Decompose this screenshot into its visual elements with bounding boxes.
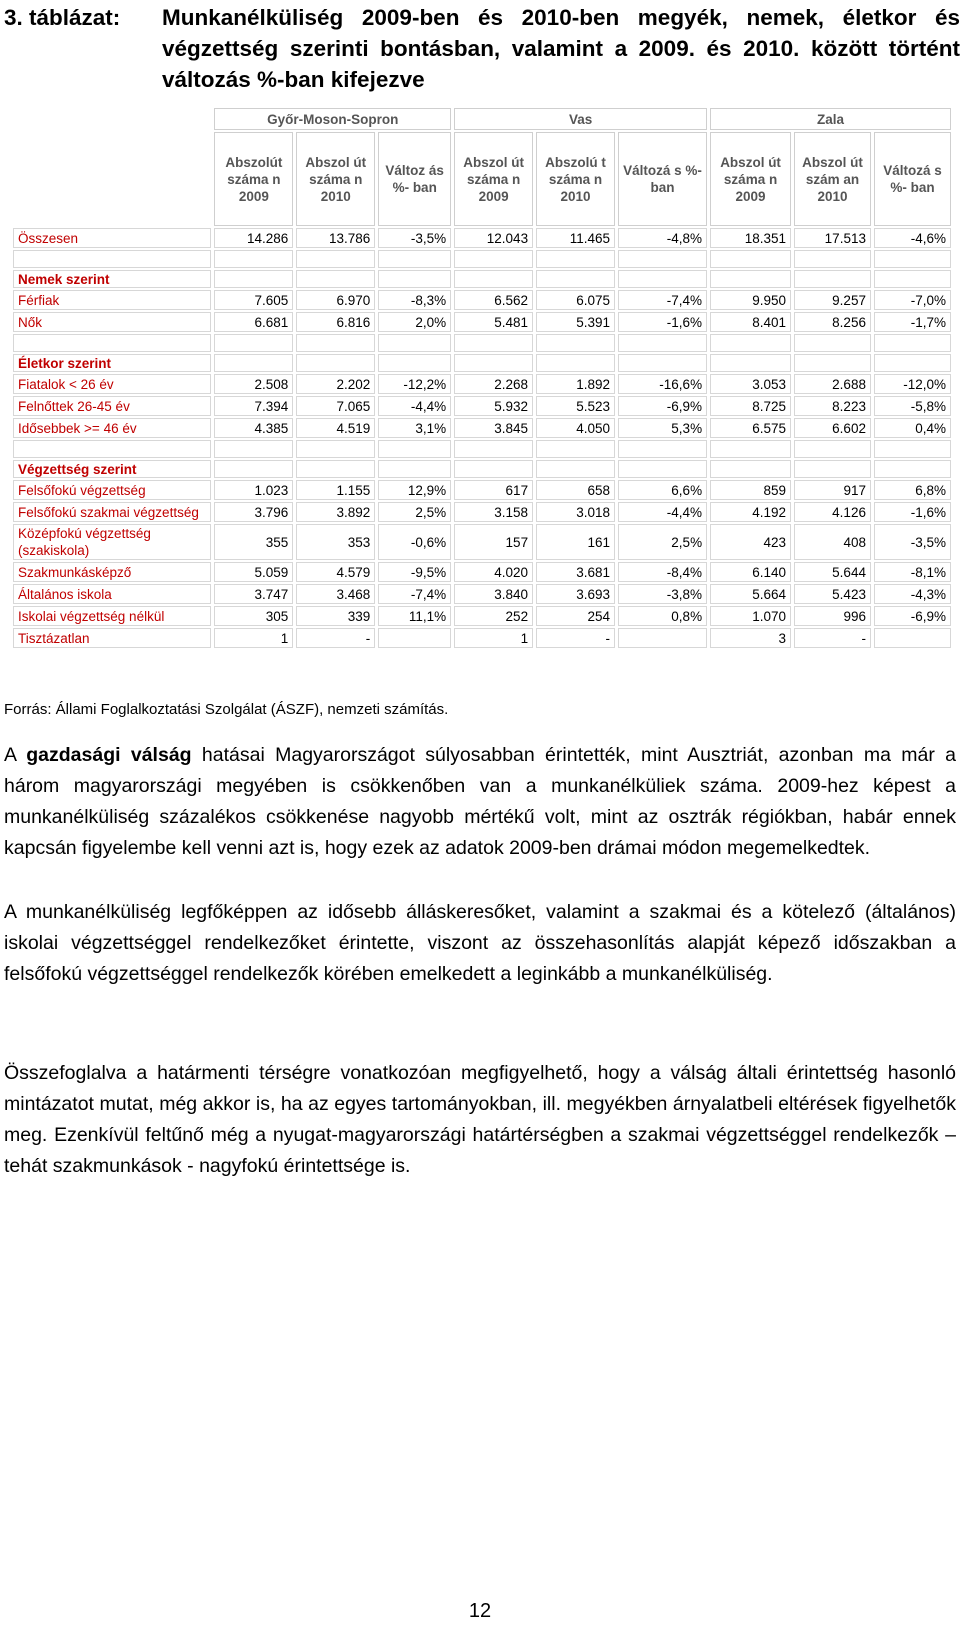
table-cell [296, 460, 375, 478]
table-cell: 4.126 [794, 502, 871, 522]
table-cell [296, 354, 375, 372]
spacer-cell [874, 440, 951, 458]
table-cell: 5.481 [454, 312, 533, 332]
table-cell: 8.725 [710, 396, 791, 416]
table-cell: 4.579 [296, 562, 375, 582]
table-cell: 6.075 [536, 290, 615, 310]
table-cell: 2,0% [378, 312, 451, 332]
spacer-cell [710, 440, 791, 458]
row-label: Középfokú végzettség (szakiskola) [13, 524, 211, 560]
table-cell [618, 270, 707, 288]
caption-title: Munkanélküliség 2009-ben és 2010-ben megyék, nemek, életkor és végzettség szerinti bontásban, valamint a 2009. és 2010. között történt változás %-ban kifejezve [162, 5, 960, 92]
table-cell: 6.602 [794, 418, 871, 438]
table-cell: 157 [454, 524, 533, 560]
region-header: Vas [454, 108, 707, 130]
section-title: Életkor szerint [13, 354, 211, 372]
row-label: Összesen [13, 228, 211, 248]
spacer-cell [710, 250, 791, 268]
spacer-row [13, 334, 951, 352]
table-row [13, 290, 951, 310]
table-cell: 2,5% [618, 524, 707, 560]
table-cell: -3,8% [618, 584, 707, 604]
table-cell: -4,6% [874, 228, 951, 248]
table-cell: 2,5% [378, 502, 451, 522]
table-cell: 5.059 [214, 562, 293, 582]
column-header: Abszol út száma n 2010 [296, 132, 375, 226]
row-label: Nők [13, 312, 211, 332]
table-row [13, 480, 951, 500]
table-cell [710, 354, 791, 372]
table-row [13, 524, 951, 560]
table-cell: -3,5% [378, 228, 451, 248]
spacer-cell [536, 334, 615, 352]
table-row [13, 628, 951, 648]
table-cell: 408 [794, 524, 871, 560]
table-cell [618, 354, 707, 372]
table-cell: -8,3% [378, 290, 451, 310]
table-cell [378, 628, 451, 648]
row-label: Fiatalok < 26 év [13, 374, 211, 394]
column-header: Abszol út száma n 2009 [454, 132, 533, 226]
table-cell: 305 [214, 606, 293, 626]
table-cell [296, 270, 375, 288]
table-cell: 4.385 [214, 418, 293, 438]
table-cell: 18.351 [710, 228, 791, 248]
spacer-cell [296, 440, 375, 458]
column-header: Abszol út szám an 2010 [794, 132, 871, 226]
spacer-cell [794, 250, 871, 268]
table-row [13, 228, 951, 248]
table-row [13, 312, 951, 332]
table-cell: 9.950 [710, 290, 791, 310]
row-label: Férfiak [13, 290, 211, 310]
table-cell: 3.845 [454, 418, 533, 438]
section-title: Végzettség szerint [13, 460, 211, 478]
paragraph-1-bold: gazdasági válság [26, 744, 192, 766]
table-row [13, 584, 951, 604]
table-cell: 3.468 [296, 584, 375, 604]
table-cell: 6.562 [454, 290, 533, 310]
column-header: Változá s %-ban [618, 132, 707, 226]
table-cell: -8,1% [874, 562, 951, 582]
table-cell: 14.286 [214, 228, 293, 248]
region-header-row [13, 108, 951, 130]
table-cell: 3.892 [296, 502, 375, 522]
table-cell [874, 460, 951, 478]
spacer-cell [13, 440, 211, 458]
table-row [13, 374, 951, 394]
table-cell: 12,9% [378, 480, 451, 500]
section-title-row [13, 460, 951, 478]
table-cell [454, 354, 533, 372]
table-cell: 4.519 [296, 418, 375, 438]
spacer-cell [618, 440, 707, 458]
table-cell: 11,1% [378, 606, 451, 626]
table-cell [874, 270, 951, 288]
table-cell: 6.816 [296, 312, 375, 332]
table-cell: -1,6% [874, 502, 951, 522]
table-cell: 4.192 [710, 502, 791, 522]
table-cell: 5,3% [618, 418, 707, 438]
table-cell: -7,0% [874, 290, 951, 310]
spacer-row [13, 250, 951, 268]
table-cell: -3,5% [874, 524, 951, 560]
table-cell [378, 270, 451, 288]
table-cell: 6,6% [618, 480, 707, 500]
table-cell: -9,5% [378, 562, 451, 582]
table-cell [618, 628, 707, 648]
table-cell: -6,9% [618, 396, 707, 416]
table-cell: 13.786 [296, 228, 375, 248]
table-cell [618, 460, 707, 478]
caption-label: 3. táblázat: [4, 5, 121, 30]
spacer-row [13, 440, 951, 458]
table-cell: 0,4% [874, 418, 951, 438]
table-cell: 3.796 [214, 502, 293, 522]
table-cell: - [296, 628, 375, 648]
column-header-row [13, 132, 951, 226]
table-cell: 17.513 [794, 228, 871, 248]
table-cell: -7,4% [378, 584, 451, 604]
table-cell: 3.681 [536, 562, 615, 582]
paragraph-1-pre: A [4, 744, 27, 766]
table-cell: -1,7% [874, 312, 951, 332]
table-cell: 1.023 [214, 480, 293, 500]
table-cell: 2.508 [214, 374, 293, 394]
table-cell: 161 [536, 524, 615, 560]
table-cell: 5.932 [454, 396, 533, 416]
table-cell [536, 354, 615, 372]
row-label: Iskolai végzettség nélkül [13, 606, 211, 626]
table-row [13, 562, 951, 582]
paragraph-2: A munkanélküliség legfőképpen az idősebb álláskeresőket, valamint a szakmai és a kötelező (általános) iskolai végzettséggel rendelkezőket érintette, viszont az összehasonlítás alapját képező időszakban a felsőfokú végzettséggel rendelkezők körében emelkedett a leginkább a munkanélküliség. [4, 901, 956, 985]
column-header: Változá s %- ban [874, 132, 951, 226]
table-cell: 1.070 [710, 606, 791, 626]
spacer-cell [378, 440, 451, 458]
table-cell: 6.970 [296, 290, 375, 310]
table-cell: 6.140 [710, 562, 791, 582]
table-cell: 254 [536, 606, 615, 626]
table-cell: - [794, 628, 871, 648]
table-cell [536, 460, 615, 478]
spacer-cell [874, 250, 951, 268]
table-cell: 3.693 [536, 584, 615, 604]
row-label: Felsőfokú végzettség [13, 480, 211, 500]
table-cell: 339 [296, 606, 375, 626]
table-cell: 5.391 [536, 312, 615, 332]
table-cell: 3.018 [536, 502, 615, 522]
table-cell: 8.256 [794, 312, 871, 332]
table-cell: -4,4% [378, 396, 451, 416]
table-row [13, 418, 951, 438]
table-cell [454, 460, 533, 478]
table-cell [874, 628, 951, 648]
table-cell: 2.202 [296, 374, 375, 394]
table-cell: -16,6% [618, 374, 707, 394]
column-header: Abszol út száma n 2009 [710, 132, 791, 226]
paragraph-1 [4, 740, 956, 864]
table-cell: 355 [214, 524, 293, 560]
table-row [13, 502, 951, 522]
table-cell: 5.423 [794, 584, 871, 604]
table-cell: 7.065 [296, 396, 375, 416]
table-cell: 3.840 [454, 584, 533, 604]
spacer-cell [454, 250, 533, 268]
spacer-cell [296, 250, 375, 268]
spacer-cell [378, 334, 451, 352]
paragraph-3: Összefoglalva a határmenti térségre vonatkozóan megfigyelhető, hogy a válság általi érintettség hasonló mintázatot mutat, még akkor is, ha az egyes tartományokban, ill. megyékben árnyalatbeli eltérések figyelhetők meg. Ezenkívül feltűnő még a nyugat-magyarországi határtérségben a szakmai végzettséggel rendelkezők – tehát szakmunkások - nagyfokú érintettsége is. [4, 1062, 956, 1177]
page-number: 12 [468, 1600, 492, 1622]
spacer-cell [454, 440, 533, 458]
spacer-cell [536, 440, 615, 458]
table-cell: 3.747 [214, 584, 293, 604]
paragraph-1-post: hatásai Magyarországot súlyosabban érintették, mint Ausztriát, azonban ma már a három magyarországi megyében is csökkenőben van a munkanélküliek száma. 2009-hez képest a munkanélküliség százalékos csökkenése nagyobb mértékű volt, mint az osztrák régiókban, habár ennek kapcsán figyelembe kell venni azt is, hogy ezek az adatok 2009-ben drámai módon megemelkedtek. [4, 744, 956, 859]
table-cell: 7.605 [214, 290, 293, 310]
spacer-cell [378, 250, 451, 268]
spacer-cell [710, 334, 791, 352]
region-header: Győr-Moson-Sopron [214, 108, 451, 130]
table-cell: 8.223 [794, 396, 871, 416]
table-cell: 353 [296, 524, 375, 560]
table-cell: 11.465 [536, 228, 615, 248]
unemployment-table [10, 106, 954, 650]
spacer-cell [214, 334, 293, 352]
table-cell: 6.575 [710, 418, 791, 438]
table-cell [794, 460, 871, 478]
table-cell [378, 354, 451, 372]
column-header: Abszolút száma n 2009 [214, 132, 293, 226]
table-cell: - [536, 628, 615, 648]
table-cell [794, 270, 871, 288]
corner-cell [13, 132, 211, 226]
table-cell: 1.155 [296, 480, 375, 500]
section-title-row [13, 270, 951, 288]
table-cell: -6,9% [874, 606, 951, 626]
spacer-cell [618, 250, 707, 268]
table-cell: 4.020 [454, 562, 533, 582]
table-cell: 1 [454, 628, 533, 648]
table-cell: 3,1% [378, 418, 451, 438]
table-cell: -5,8% [874, 396, 951, 416]
table-cell: 658 [536, 480, 615, 500]
table-cell: 423 [710, 524, 791, 560]
table-cell [214, 270, 293, 288]
table-cell: 2.688 [794, 374, 871, 394]
spacer-cell [13, 250, 211, 268]
region-header: Zala [710, 108, 951, 130]
table-cell [454, 270, 533, 288]
column-header: Abszolú t száma n 2010 [536, 132, 615, 226]
section-title-row [13, 354, 951, 372]
row-label: Tisztázatlan [13, 628, 211, 648]
table-cell: 5.523 [536, 396, 615, 416]
source-note: Forrás: Állami Foglalkoztatási Szolgálat (ÁSZF), nemzeti számítás. [4, 701, 449, 718]
table-cell: 617 [454, 480, 533, 500]
table-cell: -12,0% [874, 374, 951, 394]
table-cell [710, 460, 791, 478]
table-cell: -4,3% [874, 584, 951, 604]
table-cell: 6,8% [874, 480, 951, 500]
spacer-cell [296, 334, 375, 352]
table-cell: -4,8% [618, 228, 707, 248]
table-cell [710, 270, 791, 288]
table-cell: 3.053 [710, 374, 791, 394]
table-cell: -7,4% [618, 290, 707, 310]
table-cell: 252 [454, 606, 533, 626]
spacer-cell [454, 334, 533, 352]
table-cell: 1.892 [536, 374, 615, 394]
table-cell: 0,8% [618, 606, 707, 626]
table-cell: 3.158 [454, 502, 533, 522]
table-cell [378, 460, 451, 478]
spacer-cell [214, 250, 293, 268]
table-cell: 8.401 [710, 312, 791, 332]
spacer-cell [794, 334, 871, 352]
table-cell: 5.644 [794, 562, 871, 582]
corner-cell [13, 108, 211, 130]
row-label: Szakmunkásképző [13, 562, 211, 582]
row-label: Felsőfokú szakmai végzettség [13, 502, 211, 522]
table-cell [214, 460, 293, 478]
spacer-cell [794, 440, 871, 458]
table-cell: 1 [214, 628, 293, 648]
row-label: Általános iskola [13, 584, 211, 604]
table-cell: -12,2% [378, 374, 451, 394]
spacer-cell [13, 334, 211, 352]
table-cell: 3 [710, 628, 791, 648]
table-cell: 2.268 [454, 374, 533, 394]
table-cell: 859 [710, 480, 791, 500]
table-row [13, 606, 951, 626]
table-row [13, 396, 951, 416]
table-cell [536, 270, 615, 288]
table-cell [794, 354, 871, 372]
table-cell: 5.664 [710, 584, 791, 604]
table-cell: -1,6% [618, 312, 707, 332]
table-cell: -8,4% [618, 562, 707, 582]
row-label: Felnőttek 26-45 év [13, 396, 211, 416]
table-cell: 917 [794, 480, 871, 500]
table-cell: 996 [794, 606, 871, 626]
table-cell: 7.394 [214, 396, 293, 416]
row-label: Idősebbek >= 46 év [13, 418, 211, 438]
spacer-cell [618, 334, 707, 352]
table-cell [874, 354, 951, 372]
table-cell: 9.257 [794, 290, 871, 310]
table-cell: -0,6% [378, 524, 451, 560]
spacer-cell [874, 334, 951, 352]
table-cell [214, 354, 293, 372]
table-cell: 12.043 [454, 228, 533, 248]
table-cell: -4,4% [618, 502, 707, 522]
table-cell: 4.050 [536, 418, 615, 438]
section-title: Nemek szerint [13, 270, 211, 288]
spacer-cell [214, 440, 293, 458]
spacer-cell [536, 250, 615, 268]
column-header: Változ ás %- ban [378, 132, 451, 226]
table-cell: 6.681 [214, 312, 293, 332]
